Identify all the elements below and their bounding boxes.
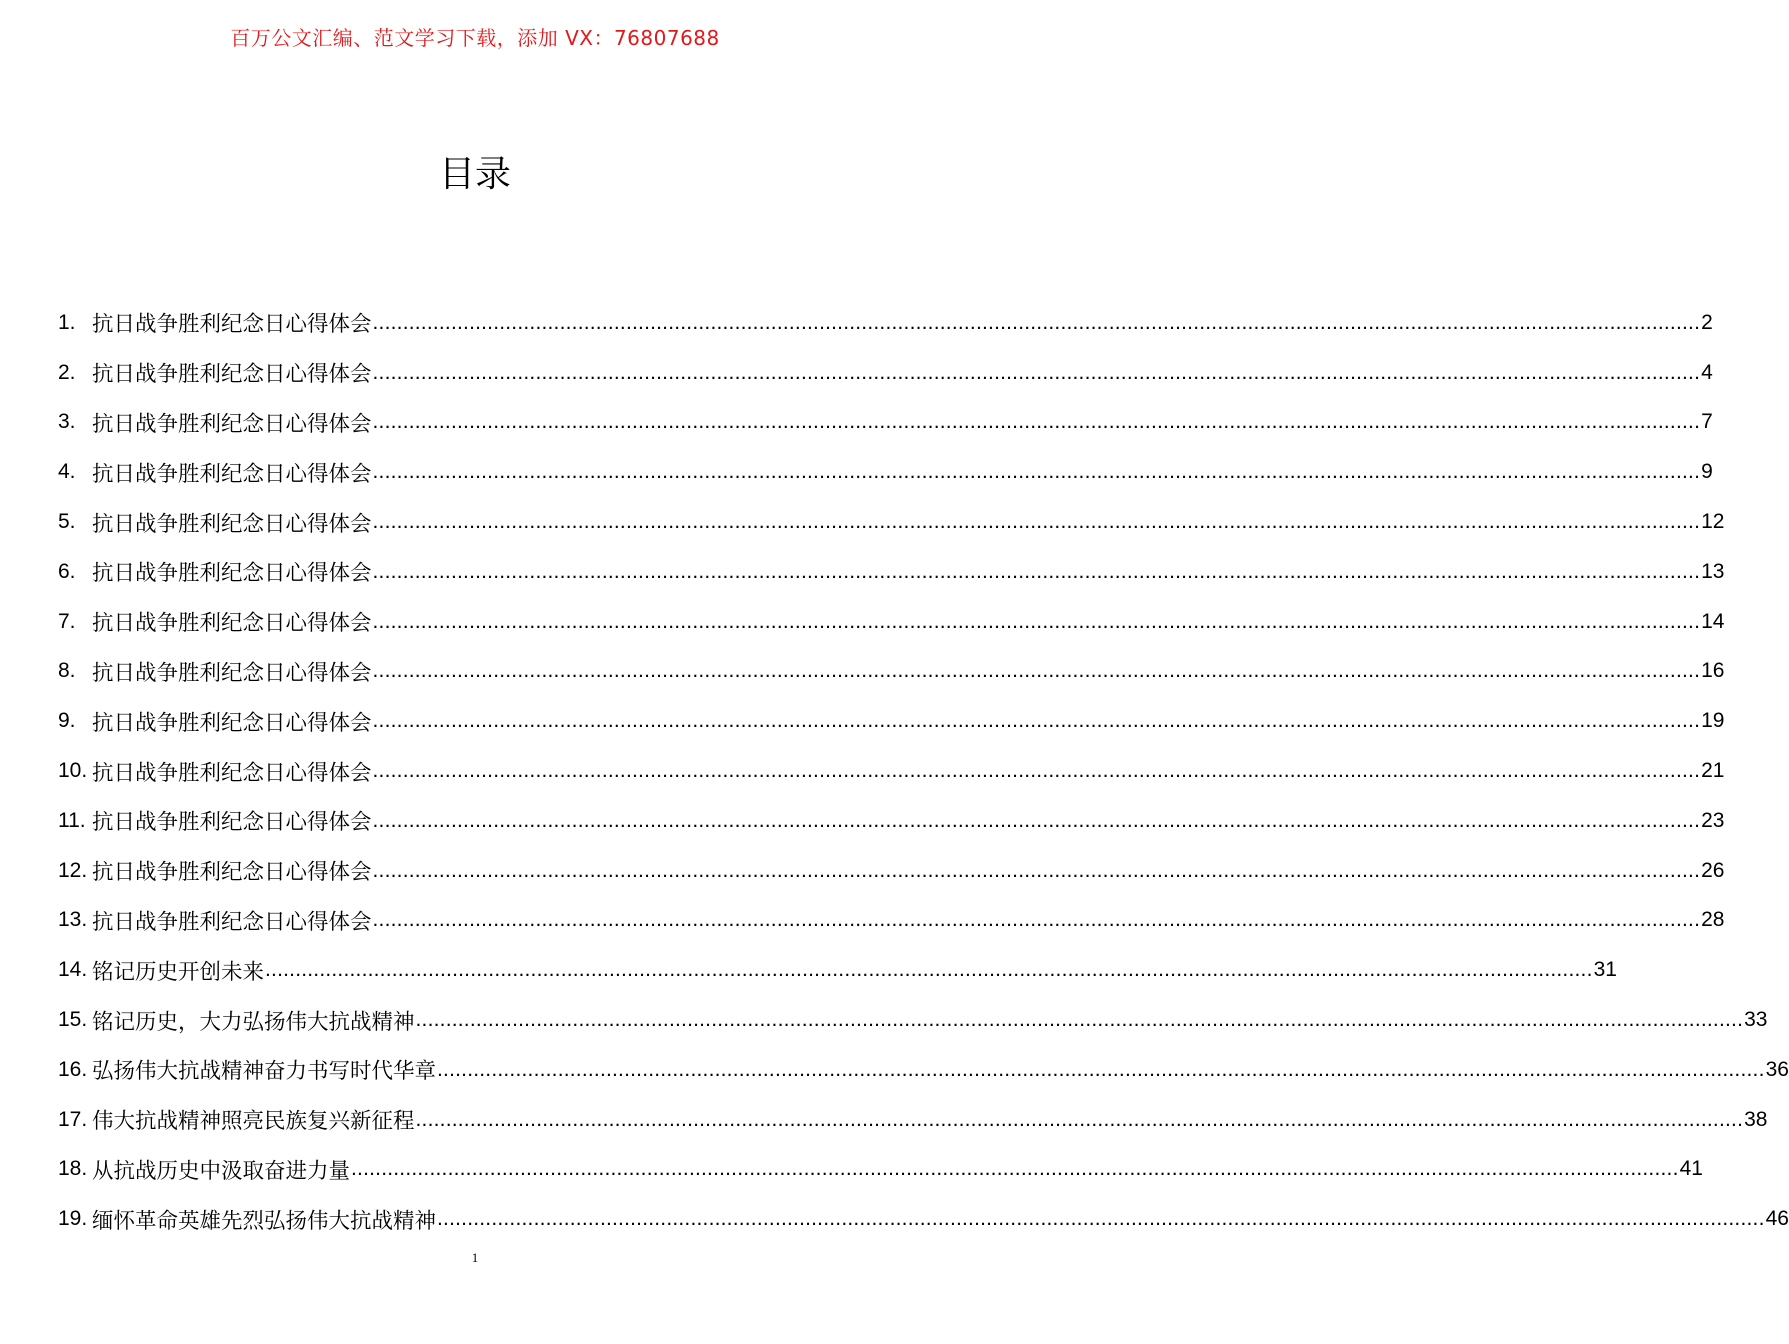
toc-entry[interactable] [58,1194,1789,1244]
toc-entry-number: 7. [58,609,76,633]
toc-dot-leader: ............................................................................................................................................................................................................................ [415,1107,1744,1131]
toc-dot-leader: ............................................................................................................................................................................................................................ [372,460,1701,484]
toc-entry-number: 3. [58,410,76,434]
toc-dot-leader: ............................................................................................................................................................................................................................ [372,858,1701,882]
toc-entry[interactable] [58,647,1725,697]
toc-dot-leader: ............................................................................................................................................................................................................................ [351,1157,1679,1181]
toc-dot-leader: ............................................................................................................................................................................................................................ [265,958,1593,982]
toc-entry-number: 4. [58,460,76,484]
toc-entry-page: 26 [1701,858,1725,882]
toc-entry-number: 18. [58,1157,88,1181]
toc-entry-page: 7 [1701,410,1713,434]
toc-entry-page: 31 [1593,958,1617,982]
toc-dot-leader: ............................................................................................................................................................................................................................ [372,908,1701,932]
toc-dot-leader: ............................................................................................................................................................................................................................ [372,510,1701,534]
toc-entry-title: 缅怀革命英雄先烈弘扬伟大抗战精神 [92,1208,437,1234]
toc-entry-title: 伟大抗战精神照亮民族复兴新征程 [92,1109,415,1135]
toc-entry-title: 铭记历史，大力弘扬伟大抗战精神 [92,1009,415,1035]
toc-entry-title: 铭记历史开创未来 [92,959,265,985]
page-title: 目录 [438,154,511,195]
toc-entry-title: 抗日战争胜利纪念日心得体会 [92,810,372,836]
toc-dot-leader: ............................................................................................................................................................................................................................ [372,559,1701,583]
toc-entry[interactable] [58,298,1713,348]
toc-entry[interactable] [58,995,1768,1045]
toc-entry-title: 抗日战争胜利纪念日心得体会 [92,909,372,935]
toc-entry-title: 抗日战争胜利纪念日心得体会 [92,312,372,338]
toc-dot-leader: ............................................................................................................................................................................................................................ [415,1008,1744,1032]
toc-entry[interactable] [58,547,1725,597]
toc-entry-title: 抗日战争胜利纪念日心得体会 [92,760,372,786]
toc-entry-page: 23 [1701,808,1725,832]
toc-dot-leader: ............................................................................................................................................................................................................................ [372,310,1701,334]
toc-dot-leader: ............................................................................................................................................................................................................................ [437,1207,1765,1231]
toc-entry-page: 21 [1701,759,1725,783]
toc-entry-number: 14. [58,958,88,982]
toc-dot-leader: ............................................................................................................................................................................................................................ [372,709,1701,733]
toc-entry-title: 抗日战争胜利纪念日心得体会 [92,611,372,637]
toc-entry-page: 12 [1701,510,1725,534]
toc-entry[interactable] [58,348,1713,398]
toc-entry[interactable] [58,1145,1703,1195]
toc-entry[interactable] [58,597,1725,647]
toc-entry-page: 19 [1701,709,1725,733]
header-banner: 百万公文汇编、范文学习下载，添加 VX：76807688 [230,26,720,50]
toc-entry[interactable] [58,896,1725,946]
toc-entry-title: 抗日战争胜利纪念日心得体会 [92,710,372,736]
toc-entry[interactable] [58,497,1725,547]
toc-entry-page: 33 [1744,1008,1768,1032]
toc-entry-page: 38 [1744,1107,1768,1131]
toc-entry-number: 5. [58,510,76,534]
toc-dot-leader: ............................................................................................................................................................................................................................ [372,410,1701,434]
toc-entry-page: 41 [1679,1157,1703,1181]
toc-entry-page: 2 [1701,310,1713,334]
toc-entry[interactable] [58,1045,1789,1095]
toc-dot-leader: ............................................................................................................................................................................................................................ [372,659,1701,683]
toc-entry-page: 9 [1701,460,1713,484]
toc-entry-title: 抗日战争胜利纪念日心得体会 [92,660,372,686]
toc-entry-page: 36 [1765,1057,1789,1081]
toc-entry-page: 4 [1701,360,1713,384]
toc-entry-title: 从抗战历史中汲取奋进力量 [92,1158,351,1184]
toc-entry-title: 抗日战争胜利纪念日心得体会 [92,362,372,388]
toc-entry-number: 11. [58,808,86,832]
toc-entry-page: 28 [1701,908,1725,932]
page-number: 1 [471,1250,479,1265]
toc-entry-title: 抗日战争胜利纪念日心得体会 [92,511,372,537]
toc-dot-leader: ............................................................................................................................................................................................................................ [372,759,1701,783]
toc-entry-page: 14 [1701,609,1725,633]
toc-entry-number: 13. [58,908,88,932]
toc-entry-number: 6. [58,559,76,583]
toc-entry-number: 12. [58,858,88,882]
toc-entry-number: 1. [58,310,76,334]
toc-dot-leader: ............................................................................................................................................................................................................................ [372,360,1701,384]
toc-entry-title: 抗日战争胜利纪念日心得体会 [92,860,372,886]
toc-entry[interactable] [58,447,1713,497]
toc-entry[interactable] [58,696,1725,746]
toc-entry-number: 2. [58,360,76,384]
toc-entry[interactable] [58,398,1713,448]
toc-entry-number: 9. [58,709,76,733]
toc-entry[interactable] [58,1095,1768,1145]
toc-entry-page: 13 [1701,559,1725,583]
toc-entry-number: 15. [58,1008,88,1032]
toc-entry-number: 16. [58,1057,88,1081]
toc-dot-leader: ............................................................................................................................................................................................................................ [372,808,1701,832]
toc-entry[interactable] [58,796,1725,846]
toc-dot-leader: ............................................................................................................................................................................................................................ [437,1057,1765,1081]
toc-entry-number: 19. [58,1207,88,1231]
toc-entry[interactable] [58,746,1725,796]
toc-entry-page: 46 [1765,1207,1789,1231]
table-of-contents [58,298,1789,1244]
toc-entry-title: 抗日战争胜利纪念日心得体会 [92,411,372,437]
toc-entry-page: 16 [1701,659,1725,683]
toc-entry[interactable] [58,945,1617,995]
toc-entry-title: 抗日战争胜利纪念日心得体会 [92,561,372,587]
toc-entry-number: 17. [58,1107,88,1131]
toc-dot-leader: ............................................................................................................................................................................................................................ [372,609,1701,633]
toc-entry-number: 8. [58,659,76,683]
toc-entry-title: 抗日战争胜利纪念日心得体会 [92,461,372,487]
toc-entry-number: 10. [58,759,88,783]
toc-entry-title: 弘扬伟大抗战精神奋力书写时代华章 [92,1059,437,1085]
toc-entry[interactable] [58,846,1725,896]
